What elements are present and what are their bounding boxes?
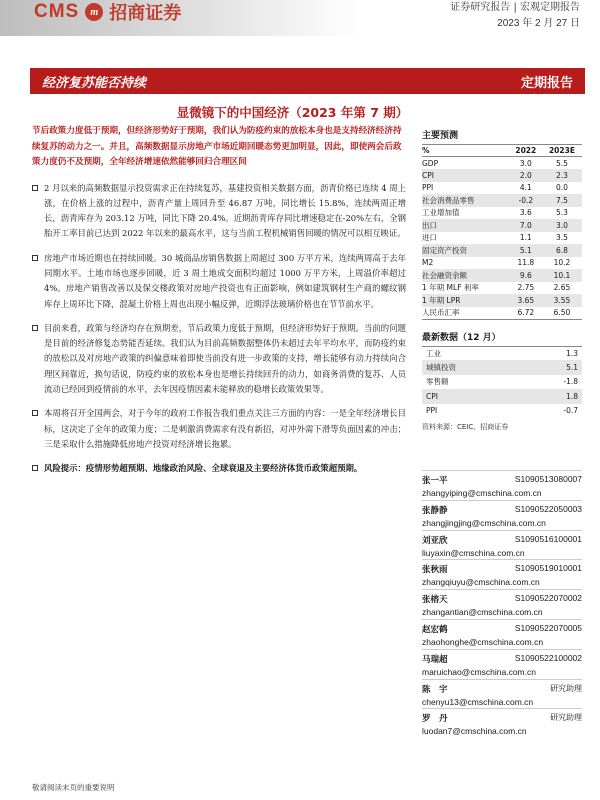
indicator-value: 1.8	[522, 389, 582, 403]
indicator-value: 6.8	[542, 244, 582, 257]
analyst-entry	[422, 500, 582, 530]
square-bullet-icon	[32, 185, 38, 191]
indicator-name: 社会消费品零售	[422, 194, 510, 207]
square-bullet-icon	[32, 325, 38, 331]
analyst-email: zhangantian@cmschina.com.cn	[422, 607, 543, 618]
indicator-value: -1.8	[563, 377, 578, 387]
indicator-name: 城镇投资	[422, 360, 522, 374]
analyst-name: 张秋雨	[422, 565, 448, 576]
logo-chinese-text: 招商证券	[109, 3, 182, 24]
forecast-table	[422, 144, 582, 320]
table-row	[422, 244, 582, 257]
square-bullet-icon	[32, 255, 38, 261]
report-category: 定期报告	[520, 75, 573, 91]
table-row	[422, 307, 582, 320]
table-row	[422, 207, 582, 220]
table-row	[422, 375, 582, 389]
table-row	[422, 389, 582, 403]
table-row	[422, 169, 582, 182]
logo-badge-icon: m	[85, 3, 103, 21]
analyst-row	[422, 534, 582, 546]
paragraph-text: 目前来看，政策与经济均存在预期差，节后政策力度低于预期，但经济形势好于预期。当前的问题是目前的经济修复态势能否延续。我们认为目前高频数据整体仍未超过去年平均水平，而防疫约束的放松以及对房地产政策的纠偏意味着即使当前没有进一步政策的支持，增长能够有动力持续向合理区间靠近，换句话说，防疫约束的放松本身也是增长持续回升的动力，如商务消费的复苏、人员流动已经回到疫情前的水平，去年因疫情因素未能释放的稳增长政策效果等。	[44, 322, 406, 395]
indicator-value: 3.0	[519, 158, 532, 168]
indicator-value: 7.0	[510, 219, 542, 232]
analyst-row	[422, 623, 582, 635]
report-type: 证券研究报告 | 宏观定期报告	[450, 2, 580, 13]
table-row	[422, 294, 582, 307]
analyst-name: 张一平	[422, 475, 448, 486]
indicator-value: 10.2	[553, 258, 571, 268]
indicator-name: PPI	[426, 406, 438, 416]
report-date: 2023 年 2 月 27 日	[497, 18, 580, 29]
indicator-value: 3.0	[542, 219, 582, 232]
analyst-name: 罗 丹	[422, 714, 448, 725]
indicator-name: GDP	[422, 158, 439, 168]
indicator-value: 4.1	[519, 183, 532, 193]
analyst-row	[422, 593, 582, 605]
indicator-value: 5.3	[555, 208, 568, 218]
indicator-value: -0.7	[563, 406, 578, 416]
summary-paragraph: 节后政策力度低于预期，但经济形势好于预期，我们认为防疫约束的放松本身也是支持经济经济持续复苏的动力之一。并且，高频数据显示房地产市场近期回暖态势更加明显，因此，即使两会后政策力度仍不及预期，全年经济增速依然能够回归合理区间	[32, 126, 402, 167]
indicator-name: M2	[422, 258, 434, 268]
risk-text: 疫情形势超预期、地缘政治风险、全球衰退及主要经济体货币政策超预期。	[85, 463, 363, 474]
indicator-value: 5.5	[555, 158, 568, 168]
indicator-value: 3.55	[542, 294, 582, 307]
analyst-entry	[422, 679, 582, 709]
analyst-row	[422, 563, 582, 575]
table-row	[422, 194, 582, 207]
analyst-row	[422, 653, 582, 665]
main-content	[32, 124, 406, 486]
indicator-value: 11.8	[517, 258, 535, 268]
indicator-name: 1 年期 MLF 利率	[422, 283, 479, 293]
square-bullet-icon	[32, 410, 38, 416]
analyst-entry	[422, 619, 582, 649]
indicator-name: CPI	[422, 169, 510, 182]
analyst-row	[422, 683, 582, 695]
indicator-value: 1.3	[522, 346, 582, 360]
analyst-entry	[422, 708, 582, 738]
analyst-email: liuyaxin@cmschina.com.cn	[422, 547, 525, 558]
paragraph-text: 本周将召开全国两会，对于今年的政府工作报告我们重点关注三方面的内容：一是全年经济增长目标，这决定了全年的政策力度；二是刺激消费需求有没有新招，对冲外需下滑等负面因素的冲击；三是采取什么措施降低房地产投资对经济增长拖累。	[44, 408, 406, 449]
latest-data-title: 最新数据（12 月）	[422, 332, 501, 343]
body-paragraph	[32, 181, 406, 242]
indicator-name: 社会融资余额	[422, 269, 510, 282]
indicator-name: 出口	[422, 219, 510, 232]
body-paragraph	[32, 321, 406, 397]
analyst-license-id: S1090522070005	[514, 622, 582, 633]
indicator-value: 9.6	[510, 269, 542, 282]
report-title: 经济复苏能否持续	[42, 75, 147, 91]
paragraph-text: 2 月以来的高频数据显示投资需求正在持续复苏，基建投资相关数据方面，沥青价格已连续 4 周上涨，在价格上涨的过程中，沥青产量上周回升至 46.87 万吨，同比增长 15.8%，连续两周正增长，沥青库存为 203.12 万吨，同比下降 20.4%。近期沥青库存同比增速稳定在-20%左右，全钢胎开工率目前已达到 2022 年以来的最高水平，这与当前工程机械销售回暖的情况可以相互映证。	[44, 182, 407, 239]
table-row	[422, 182, 582, 195]
title-bar	[30, 68, 585, 94]
analyst-license-id: S1090522070002	[514, 593, 582, 604]
table-row	[422, 282, 582, 295]
indicator-value: 0.0	[555, 183, 568, 193]
analyst-email: zhangjingjing@cmschina.com.cn	[422, 517, 546, 528]
table-row	[422, 232, 582, 245]
analyst-license-id: S1090516100001	[514, 533, 582, 544]
analyst-email: luodan7@cmschina.com.cn	[422, 726, 527, 737]
indicator-name: 工业	[422, 346, 522, 360]
analyst-role: 研究助理	[550, 713, 582, 723]
indicator-value: 10.1	[542, 269, 582, 282]
indicator-value: 6.72	[510, 307, 542, 320]
analyst-name: 马瑞超	[422, 654, 448, 665]
forecast-title: 主要预测	[422, 131, 459, 141]
analyst-email: chenyu13@cmschina.com.cn	[422, 696, 534, 707]
analyst-license-id: S1090513080007	[514, 473, 582, 484]
analyst-name: 刘亚欣	[422, 535, 448, 546]
indicator-value: 5.1	[522, 360, 582, 374]
analyst-entry	[422, 470, 582, 500]
analyst-row	[422, 474, 582, 486]
analyst-name: 陈 宇	[422, 684, 448, 695]
square-bullet-icon	[32, 465, 38, 471]
indicator-name: 零售额	[426, 377, 449, 387]
table-row	[422, 360, 582, 374]
analyst-entry	[422, 530, 582, 560]
indicator-value: 3.5	[555, 233, 568, 243]
analyst-entry	[422, 559, 582, 589]
indicator-name: 固定资产投资	[422, 244, 510, 257]
column-header: %	[422, 145, 510, 157]
analyst-entry	[422, 649, 582, 679]
analyst-license-id: S1090519010001	[514, 563, 582, 574]
indicator-value: 2.0	[510, 169, 542, 182]
analyst-email: zhangqiuyu@cmschina.com.cn	[422, 577, 540, 588]
indicator-value: 1.1	[519, 233, 532, 243]
analyst-row	[422, 712, 582, 724]
column-header: 2022	[510, 145, 542, 157]
indicator-name: 人民币汇率	[422, 307, 510, 320]
indicator-value: 2.3	[542, 169, 582, 182]
risk-label: 风险提示：	[44, 463, 86, 474]
table-row	[422, 257, 582, 270]
forecast-table-body	[422, 157, 582, 320]
table-row	[422, 346, 582, 360]
paragraph-text: 房地产市场近期也在持续回暖。30 城商品房销售数据上周超过 300 万平方米，连续两周高于去年同期水平。土地市场也逐步回暖，近 3 周土地成交面积均超过 1000 万平方米，上周溢价率超过 4%。房地产销售改善以及保交楼政策对房地产投资也有正面影响，例如建筑钢材生产商的螺纹钢库存上周环比下降，混凝土价格上周也出现小幅反弹，近期浮法玻璃价格也在节节前水平。	[44, 252, 406, 309]
report-subtitle: 显微镜下的中国经济（2023 年第 7 期）	[176, 105, 409, 120]
indicator-value: 2.75	[517, 283, 535, 293]
analyst-entry	[422, 589, 582, 619]
indicator-value: 5.1	[510, 244, 542, 257]
body-paragraph	[32, 406, 406, 452]
analyst-name: 张静静	[422, 505, 448, 516]
indicator-name: 工业增加值	[422, 208, 460, 218]
data-source: 资料来源：CEIC、招商证券	[422, 422, 509, 431]
body-paragraph	[32, 251, 406, 312]
analyst-row	[422, 504, 582, 516]
analyst-email: zhangyiping@cmschina.com.cn	[422, 487, 542, 498]
analyst-email: zhaohonghe@cmschina.com.cn	[422, 636, 544, 647]
indicator-name: PPI	[422, 183, 434, 193]
analyst-license-id: S1090522050003	[514, 503, 582, 514]
table-row	[422, 404, 582, 418]
logo-cms-text: CMS	[34, 1, 80, 22]
indicator-value: 2.65	[553, 283, 571, 293]
analyst-name: 张榕天	[422, 595, 448, 606]
sidebar	[422, 124, 582, 738]
analyst-license-id: S1090522100002	[514, 652, 582, 663]
analyst-role: 研究助理	[550, 683, 582, 693]
page-header	[0, 0, 600, 40]
risk-warning	[32, 461, 406, 476]
indicator-value: 3.65	[510, 294, 542, 307]
indicator-value: -0.2	[510, 194, 542, 207]
indicator-name: CPI	[422, 389, 522, 403]
table-row	[422, 269, 582, 282]
table-row	[422, 157, 582, 170]
table-row	[422, 219, 582, 232]
latest-data-table	[422, 346, 582, 418]
indicator-value: 6.50	[542, 307, 582, 320]
indicator-value: 3.6	[519, 208, 532, 218]
column-header: 2023E	[542, 145, 582, 157]
indicator-value: 7.5	[542, 194, 582, 207]
footer-note: 敬请阅读末页的重要说明	[32, 783, 115, 792]
indicator-name: 进口	[422, 233, 437, 243]
header-meta	[450, 0, 580, 32]
latest-data-body	[422, 346, 582, 418]
indicator-name: 1 年期 LPR	[422, 294, 510, 307]
analyst-email: maruichao@cmschina.com.cn	[422, 666, 536, 677]
analyst-name: 赵宏鹤	[422, 624, 448, 635]
company-logo	[34, 0, 181, 24]
analyst-list	[422, 470, 582, 738]
